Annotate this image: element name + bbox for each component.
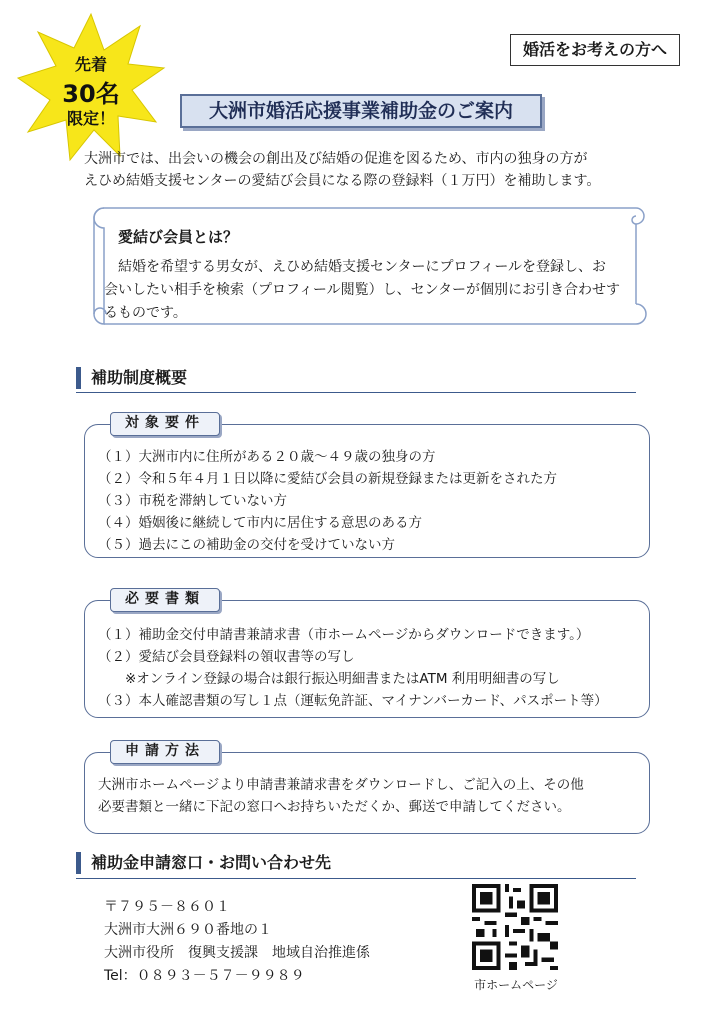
qr-label: 市ホームページ [474,978,558,992]
section-heading-contact: 補助金申請窓口・お問い合わせ先 [76,852,331,874]
limited-offer-badge [16,12,166,162]
documents-list [98,624,642,712]
application-text [98,774,642,818]
list-item: ※オンライン登録の場合は銀行振込明細書またはATM 利用明細書の写し [98,671,560,687]
scroll-line: 結婚を希望する男女が、えひめ結婚支援センターにプロフィールを登録し、お [104,259,607,275]
audience-tag: 婚活をお考えの方へ [510,34,680,66]
department: 大洲市役所 復興支援課 地域自治推進係 [104,945,370,961]
application-line: 大洲市ホームページより申請書兼請求書をダウンロードし、ご記入の上、その他 [98,777,584,793]
intro-line: 大洲市では、出会いの機会の創出及び結婚の促進を図るため、市内の独身の方が [84,151,588,167]
list-item: （４）婚姻後に継続して市内に居住する意思のある方 [98,515,422,531]
list-item: （５）過去にこの補助金の交付を受けていない方 [98,537,395,553]
scroll-line: 会いしたい相手を検索（プロフィール閲覧）し、センターが個別にお引き合わせす [104,282,621,298]
section-rule [76,392,636,393]
list-item: （３）本人確認書類の写し１点（運転免許証、マイナンバーカード、パスポート等） [98,693,608,709]
list-item: （２）愛結び会員登録料の領収書等の写し [98,649,355,665]
application-line: 必要書類と一緒に下記の窓口へお持ちいただくか、郵送で申請してください。 [98,799,571,815]
postal-code: 〒７９５－８６０１ [104,899,230,915]
list-item: （２）令和５年４月１日以降に愛結び会員の新規登録または更新をされた方 [98,471,557,487]
list-item: （３）市税を滞納していない方 [98,493,287,509]
list-item: （１）補助金交付申請書兼請求書（市ホームページからダウンロードできます。） [98,627,590,643]
section-rule [76,878,636,879]
application-label: 申請方法 [110,740,220,764]
badge-line-2: 30名 [62,80,120,108]
contact-details [104,896,370,988]
requirements-list [98,446,642,556]
intro-line: えひめ結婚支援センターの愛結び会員になる際の登録料（１万円）を補助します。 [84,173,601,189]
scroll-line: るものです。 [104,305,187,321]
scroll-title: 愛結び会員とは？ [118,228,239,246]
badge-line-3: 限定！ [66,109,115,128]
intro-text [84,148,684,192]
section-heading-overview: 補助制度概要 [76,367,187,389]
badge-line-1: 先着 [74,55,107,74]
phone-number: Tel：０８９３－５７－９９８９ [104,968,305,984]
requirements-label: 対象要件 [110,412,220,436]
documents-label: 必要書類 [110,588,220,612]
scroll-text [104,256,632,325]
list-item: （１）大洲市内に住所がある２０歳～４９歳の独身の方 [98,449,436,465]
page-title: 大洲市婚活応援事業補助金のご案内 [180,94,542,128]
address: 大洲市大洲６９０番地の１ [104,922,272,938]
qr-code-icon[interactable] [472,884,558,970]
